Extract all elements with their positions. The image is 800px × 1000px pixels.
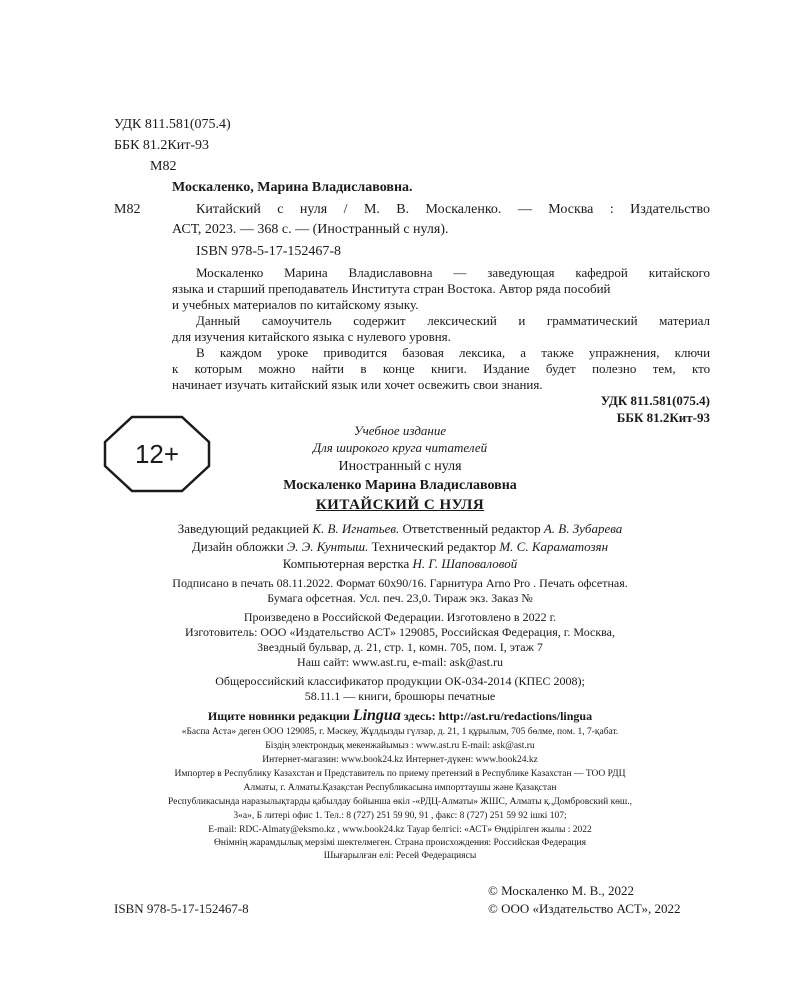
- edition-type: Учебное издание: [353, 423, 447, 438]
- footer-isbn: ISBN 978-5-17-152467-8: [114, 901, 249, 916]
- book-title: КИТАЙСКИЙ С НУЛЯ: [315, 497, 485, 513]
- audience: Для широкого круга читателей: [312, 440, 488, 455]
- record-isbn: ISBN 978-5-17-152467-8: [196, 244, 342, 259]
- made-info-1: Произведено в Российской Федерации. Изготовлено в 2022 г.: [243, 610, 557, 624]
- made-info-2: Изготовитель: ООО «Издательство АСТ» 129085, Российская Федерация, г. Москва,: [185, 625, 615, 639]
- annotation-p1-line-1: Москаленко Марина Владиславовна — заведующая кафедрой китайского: [196, 265, 711, 280]
- author-heading: Москаленко, Марина Владиславовна.: [172, 180, 413, 195]
- author-mark: М82: [150, 159, 177, 174]
- okp-line-2: 58.11.1 — книги, брошюры печатные: [304, 689, 496, 703]
- annotation-bbk: ББК 81.2Кит-93: [616, 410, 710, 425]
- staff-line-3: Компьютерная верстка Н. Г. Шаповаловой: [282, 556, 518, 571]
- record-title-line-1: Китайский с нуля / М. В. Москаленко. — Москва : Издательство: [196, 202, 711, 217]
- book-author: Москаленко Марина Владиславовна: [283, 478, 517, 493]
- annotation-p3-line-1: В каждом уроке приводится базовая лексика, а также упражнения, ключи: [196, 345, 711, 360]
- made-info-4: Наш сайт: www.ast.ru, e-mail: ask@ast.ru: [297, 655, 503, 669]
- okp-line-1: Общероссийский классификатор продукции ОК-034-2014 (КПЕС 2008);: [215, 674, 585, 688]
- staff-line-1: Заведующий редакцией К. В. Игнатьев. Ответственный редактор А. В. Зубарева: [177, 521, 623, 536]
- kz-line-9: Өнімнің жарамдылық мерзімі шектелмеген. Страна происхождения: Российская Федерация: [214, 838, 586, 848]
- udk-code: УДК 811.581(075.4): [114, 117, 231, 132]
- annotation-p1-line-3: и учебных материалов по китайскому языку.: [172, 297, 419, 312]
- print-info-1: Подписано в печать 08.11.2022. Формат 60х90/16. Гарнитура Arno Pro . Печать офсетная.: [172, 576, 628, 590]
- annotation-p3-line-3: начинает изучать китайский язык или хочет освежить свои знания.: [172, 377, 543, 392]
- kz-line-10: Шығарылған елі: Ресей Федерациясы: [323, 851, 477, 861]
- record-mark: М82: [114, 202, 141, 217]
- annotation-p3-line-2: к которым можно найти в конце книги. Издание будет полезно тем, кто: [172, 361, 711, 376]
- annotation-p2-line-2: для изучения китайского языка с нулевого уровня.: [172, 329, 451, 344]
- kz-line-3: Интернет-магазин: www.book24.kz Интернет-дүкен: www.book24.kz: [262, 755, 538, 765]
- kz-line-8: E-mail: RDC-Almaty@eksmo.kz , www.book24.kz Тауар белгісі: «АСТ» Өндірілген жылы : 2022: [208, 825, 592, 835]
- age-rating-label: 12+: [134, 439, 180, 469]
- record-title-line-2: АСТ, 2023. — 368 с. — (Иностранный с нуля).: [172, 222, 449, 237]
- footer-copyright-author: © Москаленко М. В., 2022: [488, 883, 635, 898]
- annotation-udk: УДК 811.581(075.4): [600, 393, 710, 408]
- lingua-promo: Ищите новинки редакции Lingua здесь: http://ast.ru/redactions/lingua: [207, 707, 593, 724]
- kz-line-2: Біздің электрондық мекенжайымыз : www.ast.ru E-mail: ask@ast.ru: [265, 741, 535, 751]
- kz-line-6: Республикасында наразылықтарды қабылдау бойынша өкіл -«РДЦ-Алматы» ЖШС, Алматы қ.,Домбровский көш.,: [167, 797, 632, 807]
- bbk-code: ББК 81.2Кит-93: [114, 138, 210, 153]
- lingua-logo: Lingua: [352, 707, 401, 724]
- made-info-3: Звездный бульвар, д. 21, стр. 1, комн. 705, пом. I, этаж 7: [257, 640, 543, 654]
- kz-line-5: Алматы, г. Алматы.Қазақстан Республикасына импорттаушы және Қазақстан: [243, 783, 557, 793]
- kz-line-7: 3«а», Б литерi офис 1. Тел.: 8 (727) 251 59 90, 91 , факс: 8 (727) 251 59 92 ішкі 107;: [233, 811, 567, 821]
- kz-line-4: Импортер в Республику Казахстан и Представитель по приему претензий в Республике Казахстан — ТОО РДЦ: [174, 769, 626, 779]
- footer-copyright-publisher: © ООО «Издательство АСТ», 2022: [488, 901, 681, 916]
- annotation-p1-line-2: языка и старший преподаватель Института стран Востока. Автор ряда пособий: [172, 281, 611, 296]
- annotation-p2-line-1: Данный самоучитель содержит лексический и грамматический материал: [196, 313, 711, 328]
- staff-line-2: Дизайн обложки Э. Э. Кунтыш. Технический редактор М. С. Караматозян: [191, 539, 609, 554]
- series-name: Иностранный с нуля: [338, 459, 462, 474]
- print-info-2: Бумага офсетная. Усл. печ. 23,0. Тираж экз. Заказ №: [267, 591, 533, 605]
- kz-line-1: «Баспа Аста» деген ООО 129085, г. Мәскеу, Жұлдызды гүлзар, д. 21, 1 құрылым, 705 бөлме, пом. 1, 7-қабат.: [181, 727, 619, 737]
